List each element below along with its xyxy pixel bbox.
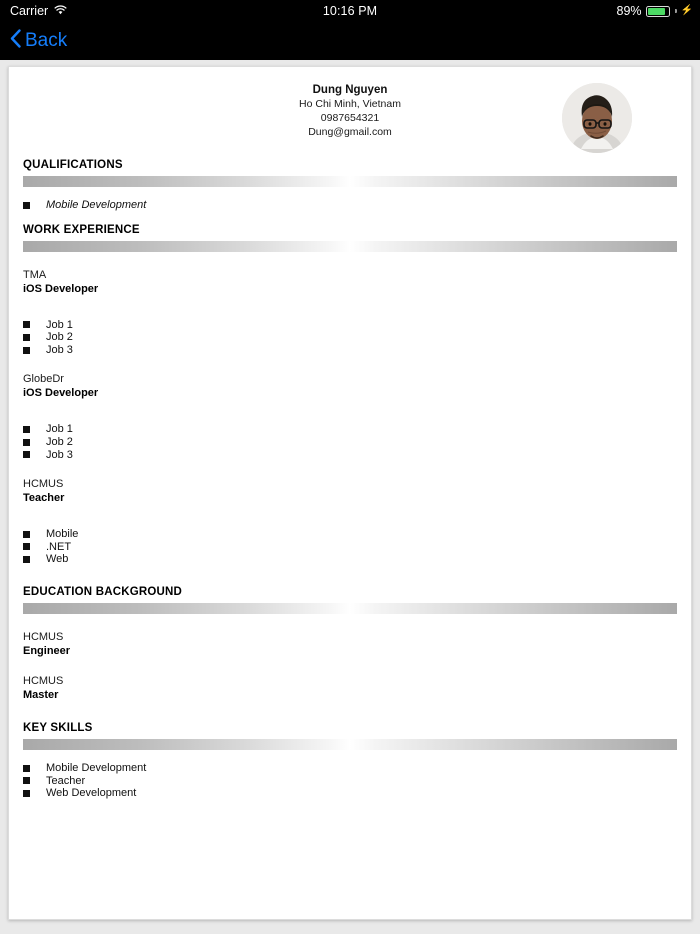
resume-card	[8, 66, 692, 920]
square-bullet-icon	[23, 334, 30, 341]
list-item-label: Job 3	[46, 343, 73, 356]
responsibility-list	[23, 423, 677, 461]
list-item	[23, 762, 677, 775]
resume-header	[23, 67, 677, 159]
lightning-bolt-icon: ⚡	[680, 5, 693, 16]
list-item	[23, 553, 677, 566]
square-bullet-icon	[23, 202, 30, 209]
square-bullet-icon	[23, 543, 30, 550]
list-item-label: Mobile Development	[46, 199, 147, 211]
list-item-label: Mobile	[46, 528, 79, 541]
list-item	[23, 449, 677, 462]
list-item-label: Job 1	[46, 423, 73, 436]
list-item	[23, 423, 677, 436]
list-item-label: Web	[46, 553, 69, 566]
list-item	[23, 436, 677, 449]
square-bullet-icon	[23, 347, 30, 354]
section-qualifications	[23, 159, 677, 212]
chevron-left-icon	[10, 29, 21, 54]
section-title-key-skills: KEY SKILLS	[23, 722, 93, 735]
education-entries	[23, 630, 677, 702]
list-item	[23, 319, 677, 332]
section-divider	[23, 603, 677, 614]
candidate-location: Ho Chi Minh, Vietnam	[299, 98, 401, 111]
section-title-qualifications: QUALIFICATIONS	[23, 159, 123, 171]
section-key-skills	[23, 722, 677, 800]
responsibility-list	[23, 528, 677, 566]
list-item-label: Job 3	[46, 448, 73, 461]
list-item	[23, 528, 677, 541]
list-item	[23, 344, 677, 357]
employer-name: GlobeDr	[23, 373, 64, 386]
square-bullet-icon	[23, 321, 30, 328]
list-item	[23, 331, 677, 344]
back-button[interactable]	[10, 29, 67, 54]
key-skills-list	[23, 762, 677, 800]
square-bullet-icon	[23, 556, 30, 563]
square-bullet-icon	[23, 451, 30, 458]
school-name: HCMUS	[23, 630, 64, 643]
employer-name: TMA	[23, 268, 47, 281]
battery-percent-label: 89%	[616, 4, 642, 18]
work-experience-entry	[23, 372, 677, 461]
list-item-label: .NET	[46, 540, 72, 553]
degree-title: Engineer	[23, 644, 71, 657]
square-bullet-icon	[23, 790, 30, 797]
qualifications-list	[23, 199, 677, 212]
avatar	[562, 83, 632, 153]
candidate-email: Dung@gmail.com	[308, 125, 392, 138]
list-item-label: Job 1	[46, 318, 73, 331]
list-item	[23, 787, 677, 800]
document-page	[0, 60, 700, 934]
responsibility-list	[23, 319, 677, 357]
job-title: iOS Developer	[23, 282, 99, 295]
list-item-label: Teacher	[46, 774, 86, 787]
list-item-label: Mobile Development	[46, 762, 147, 775]
education-entry	[23, 630, 677, 658]
square-bullet-icon	[23, 426, 30, 433]
back-button-label: Back	[25, 30, 68, 51]
candidate-name: Dung Nguyen	[312, 84, 388, 96]
navigation-bar	[0, 22, 700, 60]
list-item	[23, 199, 677, 212]
work-experience-entry	[23, 268, 677, 357]
section-divider	[23, 739, 677, 750]
status-bar	[0, 0, 700, 22]
employer-name: HCMUS	[23, 478, 64, 491]
education-entry	[23, 674, 677, 702]
square-bullet-icon	[23, 531, 30, 538]
section-divider	[23, 241, 677, 252]
list-item-label: Web Development	[46, 787, 137, 800]
school-name: HCMUS	[23, 674, 64, 687]
work-experience-entry	[23, 477, 677, 566]
square-bullet-icon	[23, 765, 30, 772]
square-bullet-icon	[23, 439, 30, 446]
section-education	[23, 586, 677, 702]
list-item	[23, 775, 677, 788]
list-item-label: Job 2	[46, 331, 73, 344]
section-work-experience	[23, 224, 677, 566]
section-title-work-experience: WORK EXPERIENCE	[23, 223, 140, 236]
work-experience-entries	[23, 268, 677, 566]
job-title: Teacher	[23, 492, 65, 505]
degree-title: Master	[23, 689, 59, 702]
candidate-phone: 0987654321	[320, 112, 380, 125]
job-title: iOS Developer	[23, 387, 99, 400]
square-bullet-icon	[23, 777, 30, 784]
carrier-label: Carrier	[10, 4, 49, 18]
status-bar-clock: 10:16 PM	[322, 4, 378, 18]
list-item-label: Job 2	[46, 435, 73, 448]
section-divider	[23, 176, 677, 187]
list-item	[23, 541, 677, 554]
section-title-education: EDUCATION BACKGROUND	[23, 585, 183, 598]
